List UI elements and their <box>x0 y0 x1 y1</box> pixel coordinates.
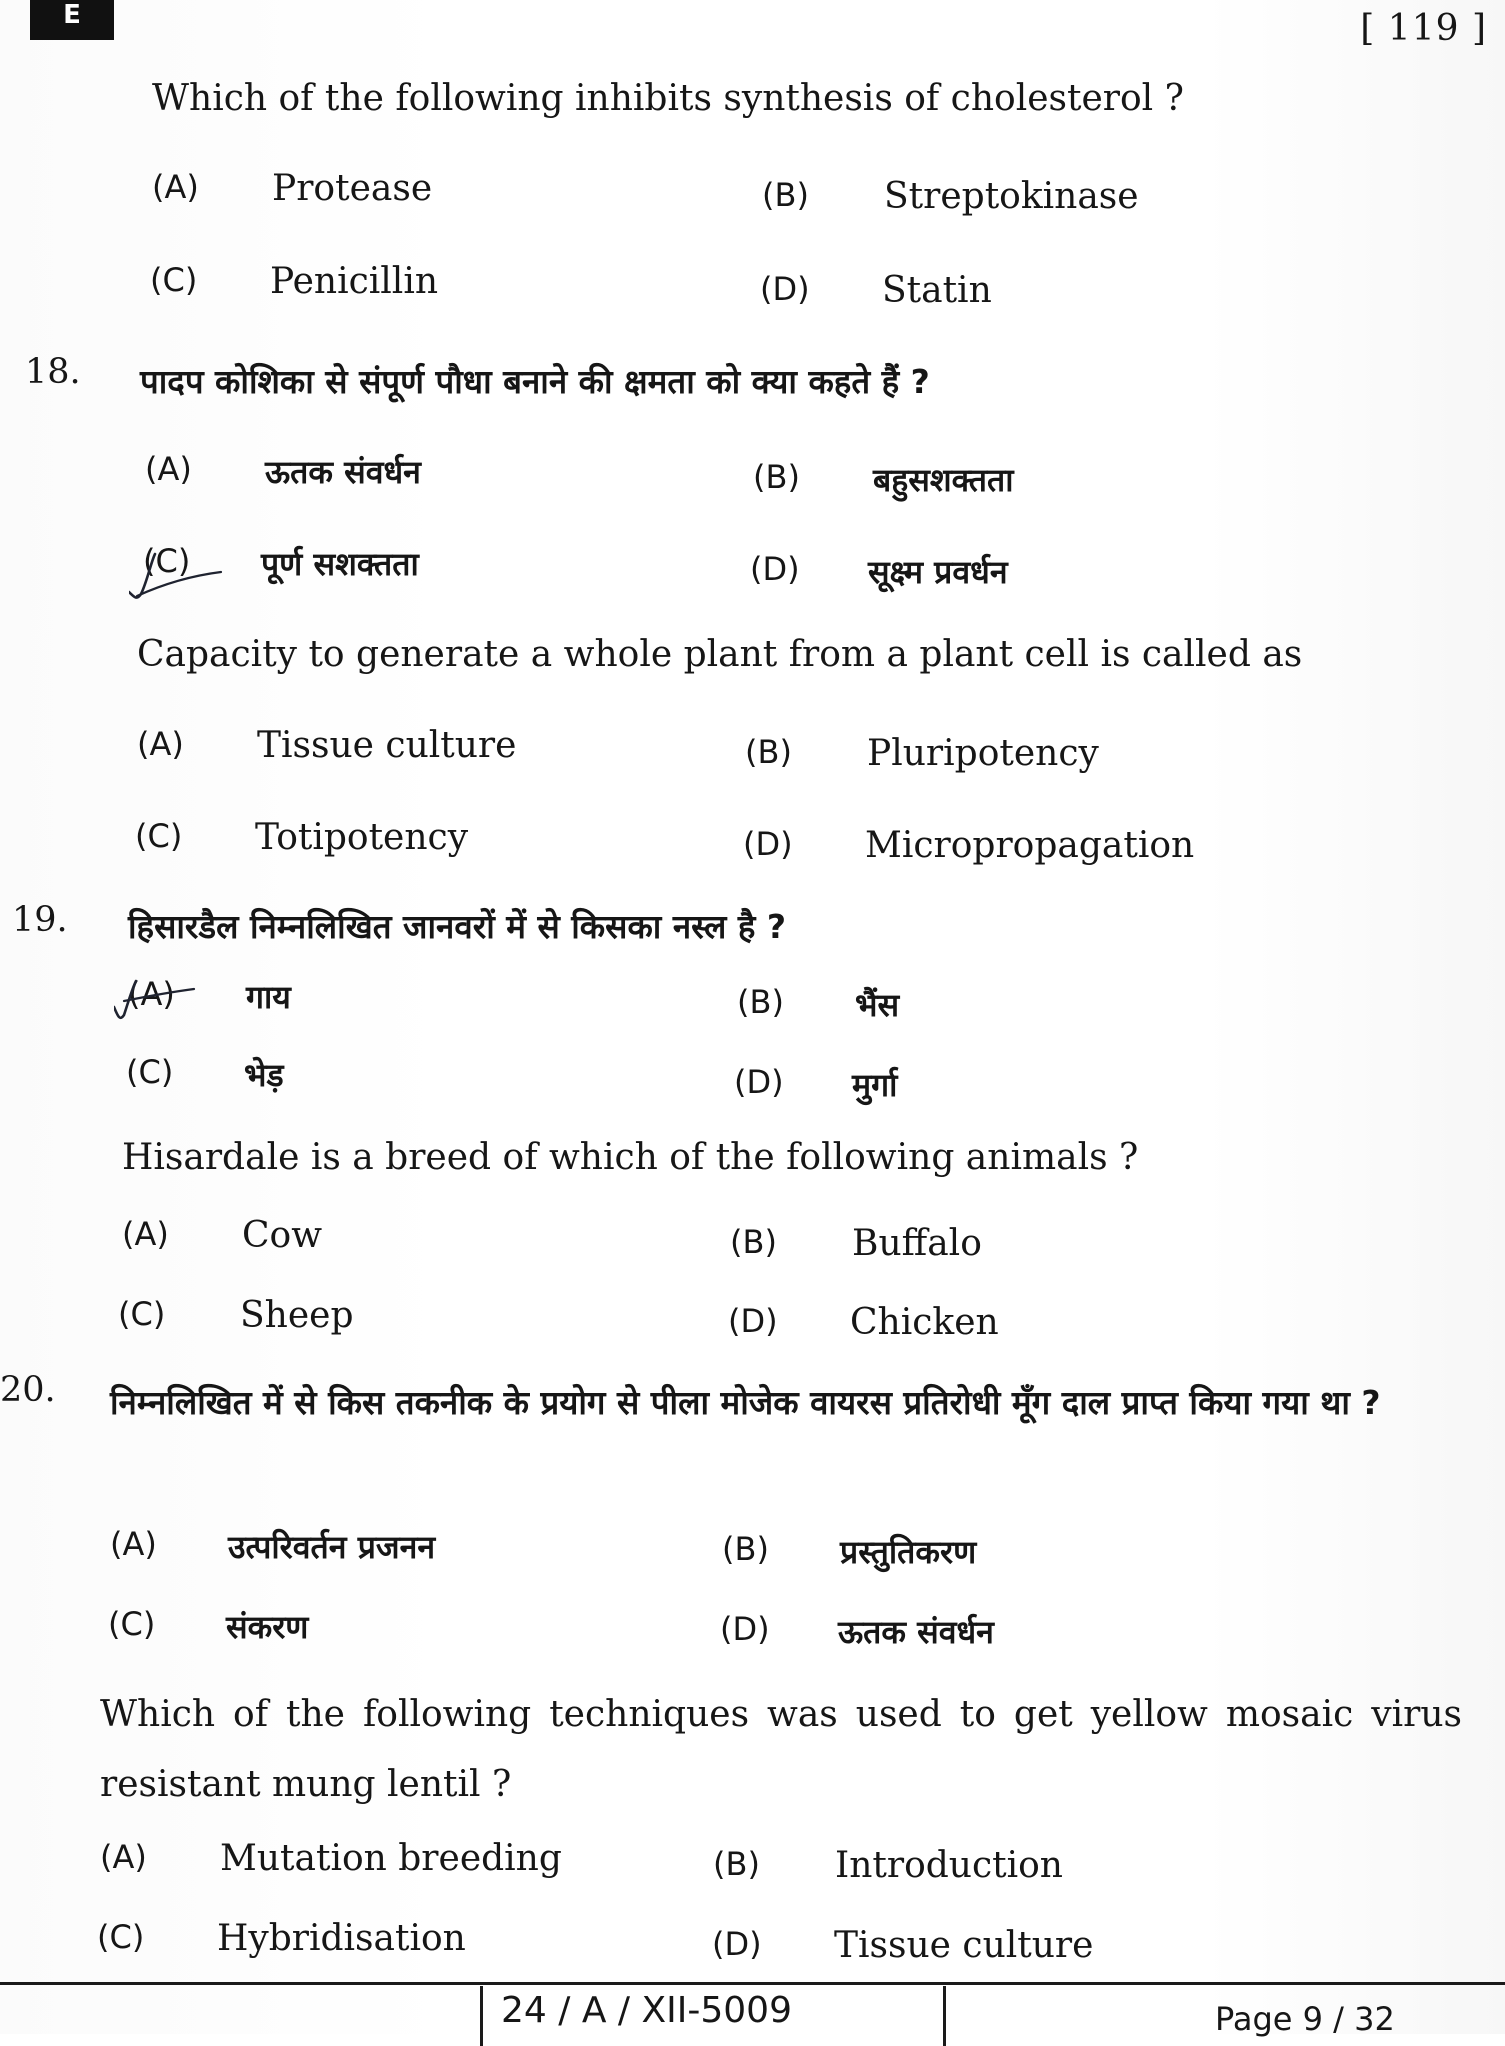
footer-divider <box>0 1982 1505 1985</box>
question-text-hi: हिसारडैल निम्नलिखित जानवरों में से किसका नस्ल है ? <box>128 907 786 946</box>
question-text-hi: निम्नलिखित में से किस तकनीक के प्रयोग से पीला मोजेक वायरस प्रतिरोधी मूँग दाल प्राप्त किया गया था ? <box>110 1383 1381 1422</box>
question-17: Which of the following inhibits synthesis of cholesterol ? (A) Protease (B) Streptokinase (C) Penicillin (D) Statin <box>150 78 1184 311</box>
question-text-en: Which of the following inhibits synthesis of cholesterol ? <box>152 78 1184 119</box>
checkmark-icon <box>129 542 239 606</box>
question-text-en: Hisardale is a breed of which of the following animals ? <box>122 1137 1139 1178</box>
question-text-en: Which of the following techniques was used to get yellow mosaic virus resistant mung lentil ? <box>100 1694 1462 1805</box>
question-text-en: Capacity to generate a whole plant from a plant cell is called as <box>137 634 1303 675</box>
page-number: [ 119 ] <box>1360 8 1487 49</box>
question-19: 19. हिसारडैल निम्नलिखित जानवरों में से किसका नस्ल है ? (A) गाय (B) भैंस (C) भेड़ (D) मुर्गा Hisardale is a breed of which of the following animals ? (A) Cow (B) Buffalo (C) Sheep (D) Chicken <box>12 900 1139 1343</box>
set-code-badge: E <box>30 0 114 40</box>
paper-code: 24 / A / XII-5009 <box>501 1990 792 2031</box>
checkmark-icon <box>114 971 214 1031</box>
question-number: 20. <box>0 1370 56 1410</box>
paper-code-box <box>480 1986 946 2046</box>
question-number: 19. <box>12 900 68 940</box>
page-footer <box>0 1980 1505 2038</box>
question-text-hi: पादप कोशिका से संपूर्ण पौधा बनाने की क्षमता को क्या कहते हैं ? <box>140 362 930 401</box>
question-number: 18. <box>25 352 81 392</box>
question-20: 20. निम्नलिखित में से किस तकनीक के प्रयोग से पीला मोजेक वायरस प्रतिरोधी मूँग दाल प्राप्त किया गया था ? (A) उत्परिवर्तन प्रजनन (B) प्रस्तुतिकरण (C) संकरण (D) ऊतक संवर्धन Which of the following techniques was used to get yellow mosaic virus resistant mung lentil ? (A) Mutation breeding (B) Introduction (C) Hybridisation (D) Tissue culture <box>0 0 1505 1</box>
question-18: 18. पादप कोशिका से संपूर्ण पौधा बनाने की क्षमता को क्या कहते हैं ? (A) ऊतक संवर्धन (B) बहुसशक्तता (C) पूर्ण सशक्तता (D) सूक्ष्म प्रवर्धन Capacity to generate a whole plant from a plant cell is called as (A) Tissue culture (B) Pluripotency (C) Totipotency (D) Micropropagation <box>25 352 1303 866</box>
page-label: Page 9 / 32 <box>1215 2000 1395 2038</box>
